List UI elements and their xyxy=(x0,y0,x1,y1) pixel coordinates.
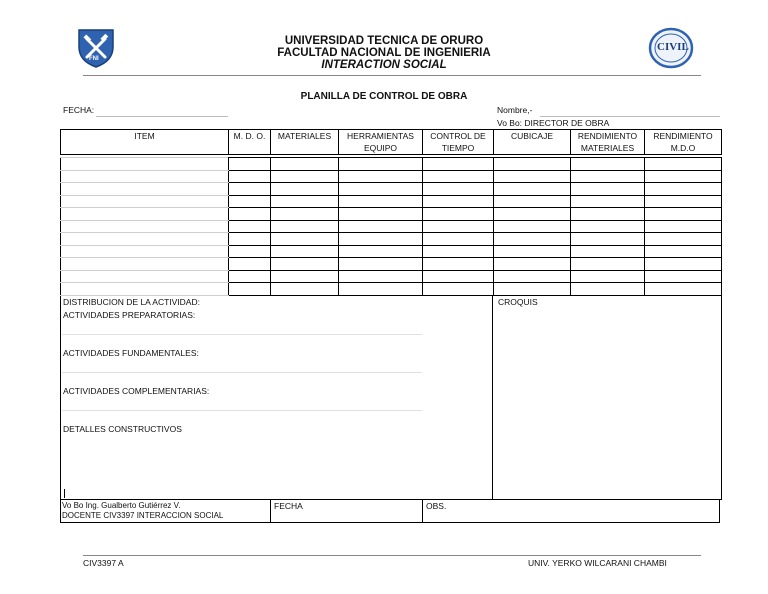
table-cell[interactable] xyxy=(339,270,423,283)
table-row xyxy=(61,245,722,258)
table-row xyxy=(61,208,722,221)
table-cell[interactable] xyxy=(571,158,645,171)
table-cell[interactable] xyxy=(271,283,339,296)
fni-logo-text: FNI xyxy=(89,56,99,62)
table-cell[interactable] xyxy=(645,208,722,221)
activities-box xyxy=(60,296,722,500)
table-cell[interactable] xyxy=(339,208,423,221)
table-cell[interactable] xyxy=(645,158,722,171)
table-cell[interactable] xyxy=(494,195,571,208)
table-cell[interactable] xyxy=(61,170,229,183)
table-cell[interactable] xyxy=(229,220,271,233)
table-cell[interactable] xyxy=(494,245,571,258)
table-cell[interactable] xyxy=(339,283,423,296)
table-cell[interactable] xyxy=(229,208,271,221)
table-cell[interactable] xyxy=(571,170,645,183)
table-cell[interactable] xyxy=(571,283,645,296)
table-row xyxy=(61,270,722,283)
table-cell[interactable] xyxy=(645,195,722,208)
control-table-body xyxy=(60,157,722,296)
table-cell[interactable] xyxy=(271,220,339,233)
table-cell[interactable] xyxy=(229,245,271,258)
table-cell[interactable] xyxy=(271,270,339,283)
table-cell[interactable] xyxy=(571,245,645,258)
cursor-mark xyxy=(64,489,65,498)
table-row xyxy=(61,195,722,208)
vobo-signature: Vo Bo Ing. Gualberto Gutiérrez V. xyxy=(62,501,181,510)
table-cell[interactable] xyxy=(61,158,229,171)
table-cell[interactable] xyxy=(571,258,645,271)
nombre-underline xyxy=(540,116,720,117)
table-cell[interactable] xyxy=(229,170,271,183)
table-cell[interactable] xyxy=(61,233,229,246)
col-herramientas: HERRAMIENTAS EQUIPO xyxy=(339,130,423,155)
table-row xyxy=(61,220,722,233)
col-materiales: MATERIALES xyxy=(271,130,339,155)
sig-divider-2 xyxy=(422,499,423,523)
preparatorias-label: ACTIVIDADES PREPARATORIAS: xyxy=(63,310,196,320)
table-cell[interactable] xyxy=(494,258,571,271)
table-cell[interactable] xyxy=(339,170,423,183)
table-cell[interactable] xyxy=(645,233,722,246)
table-cell[interactable] xyxy=(494,208,571,221)
header-rule xyxy=(83,75,701,76)
footer-rule xyxy=(83,555,701,556)
table-cell[interactable] xyxy=(494,283,571,296)
department-name: INTERACTION SOCIAL xyxy=(321,59,447,71)
table-row xyxy=(61,158,722,171)
table-cell[interactable] xyxy=(271,258,339,271)
table-cell[interactable] xyxy=(61,283,229,296)
table-cell[interactable] xyxy=(423,283,494,296)
table-cell[interactable] xyxy=(61,258,229,271)
table-cell[interactable] xyxy=(61,195,229,208)
col-mdo: M. D. O. xyxy=(229,130,271,155)
table-cell[interactable] xyxy=(229,183,271,196)
table-cell[interactable] xyxy=(271,170,339,183)
table-cell[interactable] xyxy=(571,183,645,196)
table-cell[interactable] xyxy=(494,183,571,196)
table-cell[interactable] xyxy=(271,208,339,221)
table-cell[interactable] xyxy=(494,170,571,183)
table-cell[interactable] xyxy=(494,220,571,233)
complementarias-line xyxy=(62,410,422,411)
table-cell[interactable] xyxy=(423,195,494,208)
croquis-divider xyxy=(492,296,493,499)
footer-right: UNIV. YERKO WILCARANI CHAMBI xyxy=(528,558,667,568)
table-cell[interactable] xyxy=(339,233,423,246)
table-cell[interactable] xyxy=(571,233,645,246)
table-cell[interactable] xyxy=(229,270,271,283)
col-cubicaje: CUBICAJE xyxy=(494,130,571,155)
table-cell[interactable] xyxy=(61,208,229,221)
table-row xyxy=(61,283,722,296)
table-cell[interactable] xyxy=(423,245,494,258)
table-cell[interactable] xyxy=(571,220,645,233)
table-cell[interactable] xyxy=(423,208,494,221)
table-cell[interactable] xyxy=(645,183,722,196)
table-cell[interactable] xyxy=(61,220,229,233)
table-cell[interactable] xyxy=(339,220,423,233)
table-cell[interactable] xyxy=(339,195,423,208)
table-cell[interactable] xyxy=(423,170,494,183)
table-cell[interactable] xyxy=(271,195,339,208)
table-cell[interactable] xyxy=(61,183,229,196)
table-cell[interactable] xyxy=(645,220,722,233)
table-cell[interactable] xyxy=(339,183,423,196)
fundamentales-label: ACTIVIDADES FUNDAMENTALES: xyxy=(63,348,199,358)
table-row xyxy=(61,183,722,196)
table-row xyxy=(61,233,722,246)
table-cell[interactable] xyxy=(271,183,339,196)
table-cell[interactable] xyxy=(339,245,423,258)
table-row xyxy=(61,258,722,271)
table-cell[interactable] xyxy=(229,233,271,246)
table-cell[interactable] xyxy=(423,258,494,271)
croquis-label: CROQUIS xyxy=(498,297,538,307)
table-cell[interactable] xyxy=(229,195,271,208)
table-cell[interactable] xyxy=(271,158,339,171)
table-cell[interactable] xyxy=(494,233,571,246)
fecha-label: FECHA: xyxy=(63,105,95,115)
control-table-header xyxy=(60,129,722,155)
table-cell[interactable] xyxy=(645,245,722,258)
table-cell[interactable] xyxy=(423,183,494,196)
table-cell[interactable] xyxy=(645,258,722,271)
col-rend-mdo: RENDIMIENTO M.D.O xyxy=(645,130,722,155)
col-item: ITEM xyxy=(61,130,229,155)
table-cell[interactable] xyxy=(645,270,722,283)
table-cell[interactable] xyxy=(229,283,271,296)
table-cell[interactable] xyxy=(229,158,271,171)
vobo-director-label: Vo Bo: DIRECTOR DE OBRA xyxy=(497,118,610,128)
university-name: UNIVERSIDAD TECNICA DE ORURO xyxy=(284,35,484,47)
docente-label: DOCENTE CIV3397 INTERACCION SOCIAL xyxy=(62,511,224,520)
table-cell[interactable] xyxy=(423,270,494,283)
table-cell[interactable] xyxy=(423,233,494,246)
table-cell[interactable] xyxy=(423,220,494,233)
col-control-tiempo: CONTROL DE TIEMPO xyxy=(423,130,494,155)
sig-divider-1 xyxy=(270,499,271,523)
table-cell[interactable] xyxy=(571,195,645,208)
civil-logo-text: CIVIL xyxy=(657,41,689,53)
table-cell[interactable] xyxy=(645,283,722,296)
fundamentales-line xyxy=(62,372,422,373)
nombre-label: Nombre,- xyxy=(497,105,533,115)
footer-left: CIV3397 A xyxy=(83,558,124,568)
table-cell[interactable] xyxy=(271,245,339,258)
signature-obs: OBS. xyxy=(426,501,447,511)
table-cell[interactable] xyxy=(339,158,423,171)
complementarias-label: ACTIVIDADES COMPLEMENTARIAS: xyxy=(63,386,210,396)
form-title: PLANILLA DE CONTROL DE OBRA xyxy=(300,91,468,102)
faculty-name: FACULTAD NACIONAL DE INGENIERIA xyxy=(277,47,491,59)
table-cell[interactable] xyxy=(571,270,645,283)
fecha-underline xyxy=(96,116,228,117)
signature-fecha: FECHA xyxy=(274,501,303,511)
table-cell[interactable] xyxy=(571,208,645,221)
distribucion-label: DISTRIBUCION DE LA ACTIVIDAD: xyxy=(63,297,200,307)
table-cell[interactable] xyxy=(61,270,229,283)
col-rend-materiales: RENDIMIENTO MATERIALES xyxy=(571,130,645,155)
table-cell[interactable] xyxy=(645,170,722,183)
preparatorias-line xyxy=(62,334,422,335)
table-cell[interactable] xyxy=(494,270,571,283)
table-cell[interactable] xyxy=(61,245,229,258)
detalles-label: DETALLES CONSTRUCTIVOS xyxy=(63,424,182,434)
table-row xyxy=(61,170,722,183)
table-cell[interactable] xyxy=(339,258,423,271)
table-cell[interactable] xyxy=(423,158,494,171)
table-cell[interactable] xyxy=(494,158,571,171)
table-cell[interactable] xyxy=(271,233,339,246)
table-cell[interactable] xyxy=(229,258,271,271)
